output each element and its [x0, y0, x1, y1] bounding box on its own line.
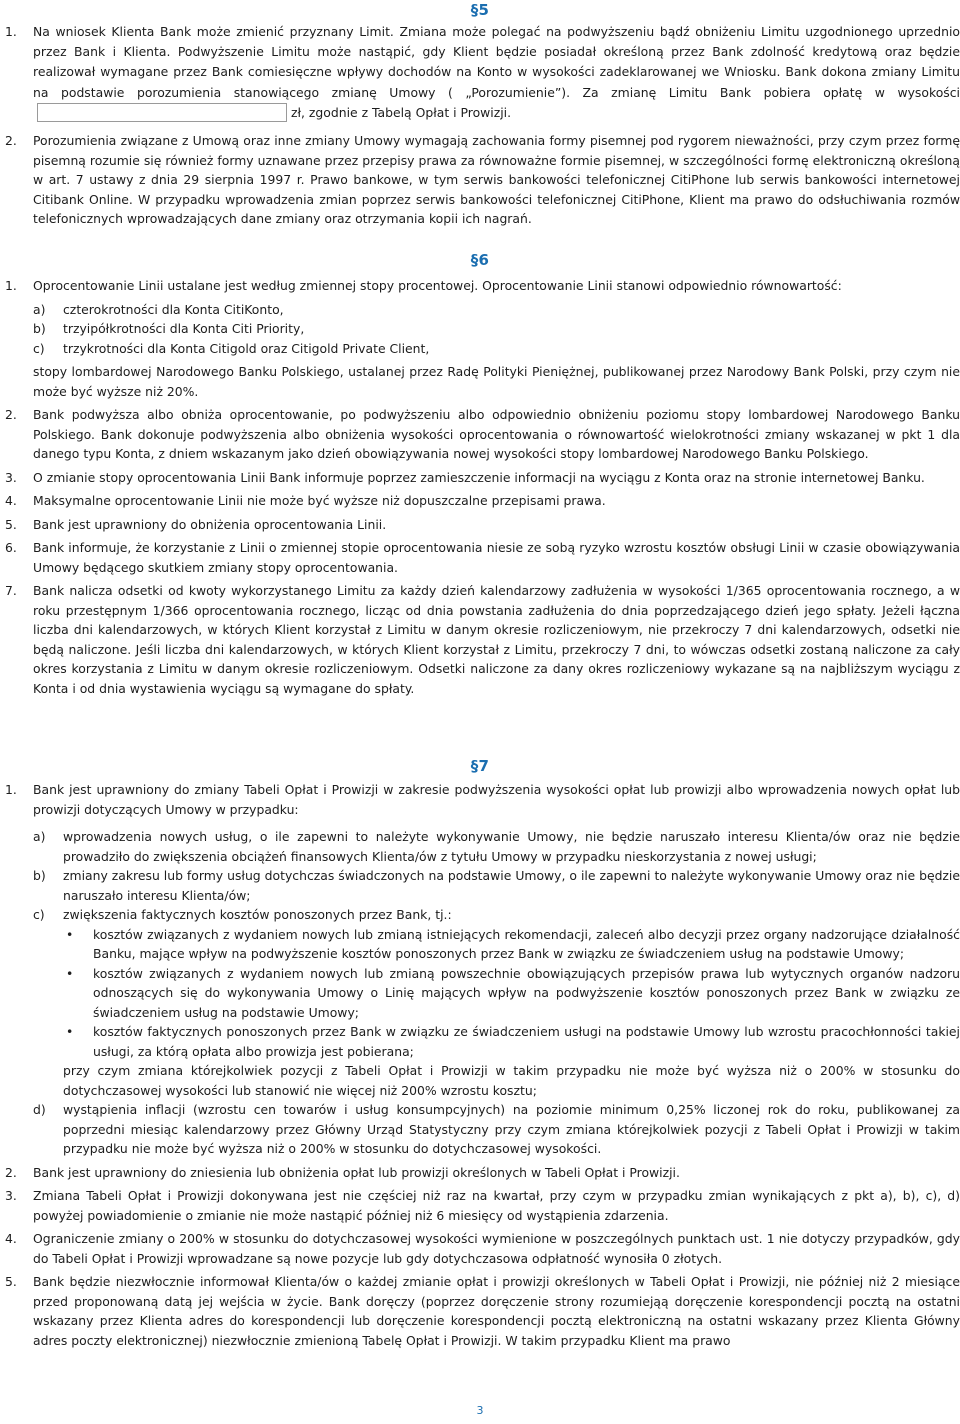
fee-amount-field[interactable] — [37, 103, 287, 122]
paragraph-number: 4. — [5, 493, 17, 508]
paragraph-text: Maksymalne oprocentowanie Linii nie może być wyższe niż dopuszczalne przepisami prawa. — [33, 493, 606, 508]
section-6 — [0, 250, 960, 698]
paragraph-5-2 — [0, 131, 960, 229]
paragraph-number: 5. — [5, 516, 17, 532]
paragraph-6-7 — [0, 581, 960, 698]
paragraph-number: 2. — [5, 1164, 17, 1180]
list-item — [0, 319, 960, 339]
list-marker: c) — [33, 907, 45, 922]
paragraph-number: 1. — [5, 278, 17, 293]
list-marker: a) — [33, 829, 46, 844]
paragraph-text-end: zł, zgodnie z Tabelą Opłat i Prowizji. — [291, 104, 512, 120]
paragraph-7-3 — [0, 1186, 960, 1225]
bullet-text: kosztów związanych z wydaniem nowych lub zmianą istniejących rekomendacji, zaleceń albo decyzji przez organy nadzorujące działalność Banku, mające wpływ na podwyższenie kosztów ponoszonych przez Bank w związku ze świadczeniem usług na podstawie Umowy; — [93, 926, 960, 961]
list-marker: a) — [33, 301, 46, 317]
list-item-text: wprowadzenia nowych usług, o ile zapewni to należyte wykonywanie Umowy, nie będzie naruszało interesu Klienta/ów oraz nie będzie prowadziło do zwiększenia obciążeń finansowych Klienta/ów z tytułu Umowy w przypadku nieskorzystania z nowej usługi; — [63, 829, 960, 864]
paragraph-text: Bank podwyższa albo obniża oprocentowanie, po podwyższeniu albo odpowiednio obniżeniu poziomu stopy lombardowej Narodowego Banku Polskiego. Bank dokonuje podwyższenia albo obniżenia wysokości oprocentowania o równowartość wielokrotności zmiany wskazanej w pkt 1 dla danego typu Konta, z dniem wskazanym jako dzień obowiązywania nowej wysokości stopy lombardowej Narodowego Banku Polskiego. — [33, 407, 960, 461]
list-item-text: czterokrotności dla Konta CitiKonto, — [63, 301, 284, 317]
list-item-a — [0, 827, 960, 866]
bullet-icon: • — [66, 926, 74, 942]
paragraph-continuation: stopy lombardowej Narodowego Banku Polskiego, ustalanej przez Radę Polityki Pieniężnej, publikowanej przez Narodowy Bank Polski, przy czym nie może być wyższe niż 20%. — [33, 364, 960, 399]
section-title-6: §6 — [470, 251, 490, 269]
list-item-b — [0, 866, 960, 905]
paragraph-number: 1. — [5, 782, 17, 797]
section-5 — [0, 0, 960, 229]
list-marker: d) — [33, 1102, 46, 1117]
list-item-c — [0, 905, 960, 925]
paragraph-text: Bank będzie niezwłocznie informował Klienta/ów o każdej zmianie opłat i prowizji określonych w Tabeli Opłat i Prowizji, nie później niż 2 miesiące przed proponowaną datą jej wejścia w życie. Bank doręczy (poprzez doręczenie strony rozumiejąą doręczenie korespondencji pocztą na ostatni wskazany przez Klienta adres do korespondencji lub doręczenie korespondencji pocztą elektroniczną na ostatni wskazany przez Klienta Główny adres poczty elektronicznej) niezwłocznie zmienioną Tabelę Opłat i Prowizji. W takim przypadku Klient ma prawo — [33, 1274, 960, 1348]
paragraph-text: Zmiana Tabeli Opłat i Prowizji dokonywana jest nie częściej niż raz na kwartał, przy czym w przypadku zmian wynikających z pkt a), b), c), d) powyżej powiadomienie o zmianie nie może nastąpić później niż 6 miesięcy od wystąpienia zdarzenia. — [33, 1188, 960, 1223]
list-item-text: wystąpienia inflacji (wzrostu cen towarów i usług konsumpcyjnych) na poziomie minimum 0,25% liczonej rok do roku, publikowanej za poprzedni miesiąc kalendarzowy przez Główny Urząd Statystyczny przy czym zmiana którejkolwiek pozycji z Tabeli Opłat i Prowizji w takim przypadku nie może być wyższa niż o 200% w stosunku do dotychczasowej wysokości. — [63, 1102, 960, 1156]
paragraph-7-1 — [0, 780, 960, 819]
paragraph-text: Porozumienia związane z Umową oraz inne zmiany Umowy wymagają zachowania formy pisemnej pod rygorem nieważności, przy czym przez formę pisemną rozumie się również formy uznawane przez przepisy prawa za równoważne formie pisemnej, w szczególności formę elektroniczną określoną w art. 7 ustawy z dnia 29 sierpnia 1997 r. Prawo bankowe, w tym serwis bankowości telefonicznej CitiPhone lub serwis bankowości internetowej Citibank Online. W przypadku wprowadzenia zmian poprzez serwis bankowości telefonicznej CitiPhone, Klient ma prawo do odsłuchiwania rozmów telefonicznych wprowadzających dane zmiany oraz otrzymania kopii ich nagrań. — [33, 133, 960, 227]
paragraph-6-4 — [0, 491, 960, 511]
paragraph-number: 3. — [5, 469, 17, 485]
page-number: 3 — [476, 1404, 484, 1417]
paragraph-text: Ograniczenie zmiany o 200% w stosunku do dotychczasowej wysokości wymienione w poszczególnych punktach ust. 1 nie dotyczy przypadków, gdy do Tabeli Opłat i Prowizji wprowadzane są nowe pozycje lub gdy dotychczasowa odpłatność wynosiła 0 złotych. — [33, 1231, 960, 1266]
paragraph-5-1 — [0, 22, 960, 123]
paragraph-6-6 — [0, 538, 960, 577]
paragraph-text: Bank jest uprawniony do zmiany Tabeli Opłat i Prowizji w zakresie podwyższenia wysokości opłat lub prowizji albo wprowadzenia nowych opłat lub prowizji dotyczących Umowy w przypadku: — [33, 782, 960, 817]
paragraph-text: Na wniosek Klienta Bank może zmienić przyznany Limit. Zmiana może polegać na podwyższeniu bądź obniżeniu Limitu uzgodnionego uprzednio przez Bank i Klienta. Podwyższenie Limitu może nastąpić, gdy Klient będzie posiadał określoną przez Bank zdolność kredytową oraz będzie realizował wymagane przez Bank comiesięczne wpływy dochodów na Konto w wysokości zadeklarowanej we Wniosku. Bank dokona zmiany Limitu na podstawie porozumienia stanowiącego zmianę Umowy ( „Porozumienie”). Za zmianę Limitu Bank pobiera opłatę w wysokości — [33, 24, 960, 100]
bullet-item — [0, 964, 960, 1023]
paragraph-text: Bank informuje, że korzystanie z Linii o zmiennej stopie oprocentowania niesie ze sobą ryzyko wzrostu kosztów obsługi Linii w czasie obowiązywania Umowy będącego skutkiem zmiany stopy oprocentowania. — [33, 540, 960, 575]
list-item-d — [0, 1100, 960, 1159]
list-item — [0, 339, 960, 359]
list-item-text: trzyipółkrotności dla Konta Citi Priority, — [63, 321, 305, 336]
paragraph-7-2 — [0, 1163, 960, 1183]
section-title-7: §7 — [470, 757, 490, 775]
section-7 — [0, 756, 960, 1350]
list-marker: b) — [33, 868, 46, 883]
bullet-text: kosztów związanych z wydaniem nowych lub zmianą powszechnie obowiązujących przepisów prawa lub wytycznych organów nadzoru odnoszących się do wykonywania Umowy o Linię mających wpływ na podwyższenie kosztów ponoszonych przez Bank w związku ze świadczeniem usług na podstawie Umowy; — [93, 965, 960, 1020]
list-item-text: trzykrotności dla Konta Citigold oraz Citigold Private Client, — [63, 340, 430, 356]
paragraph-6-5 — [0, 515, 960, 535]
list-continuation: przy czym zmiana którejkolwiek pozycji z Tabeli Opłat i Prowizji w takim przypadku nie może być wyższa niż o 200% w stosunku do dotychczasowej wysokości lub stanowić nie więcej niż 200% wzrostu kosztu; — [63, 1063, 960, 1098]
paragraph-text: Bank jest uprawniony do zniesienia lub obniżenia opłat lub prowizji określonych w Tabeli Opłat i Prowizji. — [33, 1164, 680, 1180]
paragraph-text: O zmianie stopy oprocentowania Linii Bank informuje poprzez zamieszczenie informacji na wyciągu z Konta oraz na stronie internetowej Banku. — [33, 469, 925, 485]
bullet-item — [0, 925, 960, 964]
bullet-icon: • — [66, 1024, 74, 1039]
paragraph-6-3 — [0, 468, 960, 488]
bullet-icon: • — [66, 965, 74, 981]
paragraph-number: 7. — [5, 583, 17, 598]
bullet-text: kosztów faktycznych ponoszonych przez Bank w związku ze świadczeniem usługi na podstawie Umowy lub wzrostu pracochłonności takiej usługi, za którą opłata albo prowizja jest pobierana; — [93, 1024, 960, 1059]
paragraph-number: 2. — [5, 133, 17, 149]
paragraph-number: 3. — [5, 1188, 17, 1203]
paragraph-6-2 — [0, 405, 960, 464]
paragraph-text: Oprocentowanie Linii ustalane jest według zmiennej stopy procentowej. Oprocentowanie Linii stanowi odpowiednio równowartość: — [33, 278, 842, 293]
paragraph-number: 4. — [5, 1231, 17, 1246]
paragraph-6-1 — [0, 276, 960, 296]
paragraph-number: 6. — [5, 540, 17, 555]
list-marker: b) — [33, 321, 46, 336]
paragraph-text: Bank nalicza odsetki od kwoty wykorzystanego Limitu za każdy dzień kalendarzowy zadłużenia w wysokości 1/365 oprocentowania rocznego, a w roku przestępnym 1/366 oprocentowania rocznego, licząc od dnia powstania zadłużenia do dnia poprzedzającego dzień jego spłaty. Jeżeli łączna liczba dni kalendarzowych, w których Klient korzystał z Limitu w danym okresie rozliczeniowym, nie przekroczy 7 dni kalendarzowych, odsetki nie będą naliczone. Jeśli liczba dni kalendarzowych, w których Klient korzystał z Limitu, przekroczy 7 dni, to wówczas odsetki zostaną naliczone za cały okres korzystania z Limitu w danym okresie rozliczeniowym. Odsetki naliczone za dany okres rozliczeniowy wykazane są na najbliższym wyciągu z Konta i od dnia wystawienia wyciągu są wymagane do spłaty. — [33, 583, 960, 696]
paragraph-7-4 — [0, 1229, 960, 1268]
bullet-item — [0, 1022, 960, 1061]
paragraph-number: 1. — [5, 24, 17, 39]
paragraph-text: Bank jest uprawniony do obniżenia oprocentowania Linii. — [33, 516, 387, 532]
paragraph-7-5 — [0, 1272, 960, 1350]
list-item-text: zmiany zakresu lub formy usług dotychczas świadczonych na podstawie Umowy, o ile zapewni to należyte wykonywanie Umowy oraz nie będzie naruszało interesu Klienta/ów; — [63, 868, 960, 903]
section-title-5: §5 — [470, 1, 490, 19]
list-marker: c) — [33, 340, 45, 356]
paragraph-number: 2. — [5, 407, 17, 422]
list-item — [0, 300, 960, 320]
list-item-text: zwiększenia faktycznych kosztów ponoszonych przez Bank, tj.: — [63, 907, 452, 922]
paragraph-number: 5. — [5, 1274, 17, 1289]
